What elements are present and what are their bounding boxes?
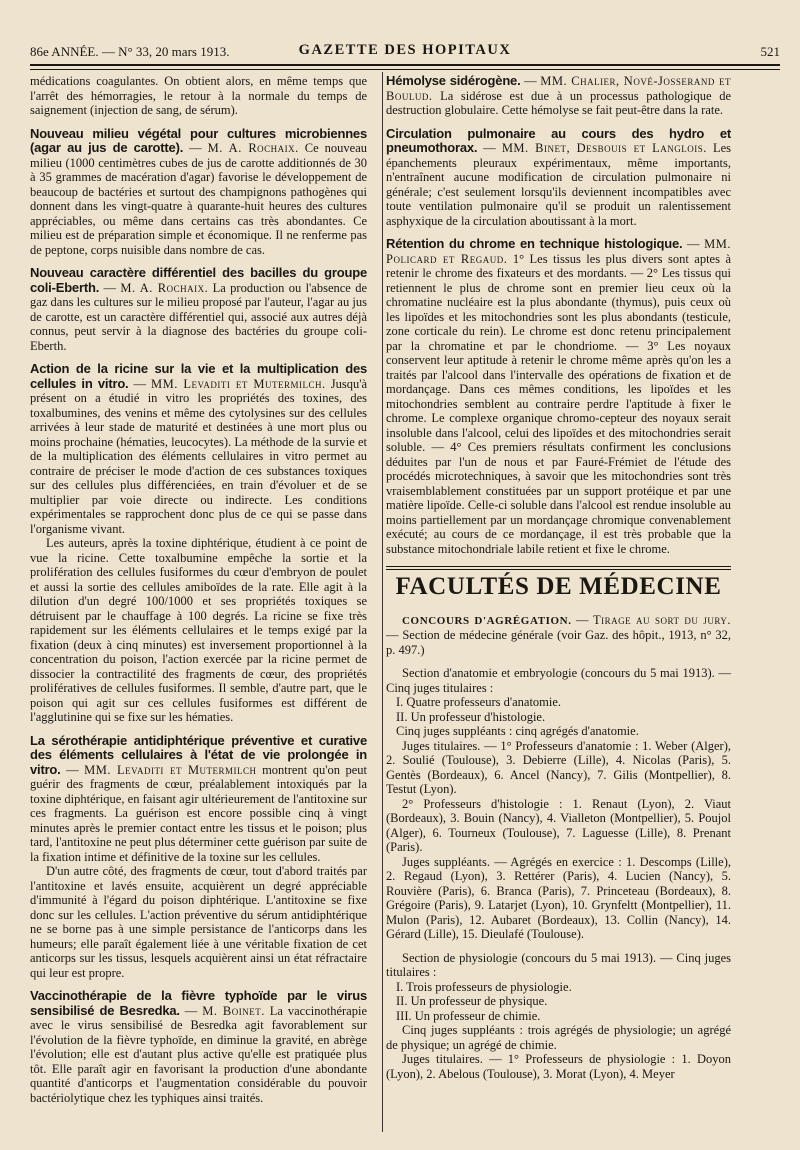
anatomie-item: Cinq juges suppléants : cinq agrégés d'anatomie. xyxy=(396,724,639,738)
article-text: Les épanchements pleuraux expérimentaux, même importants, n'entraînent aucune modification de circulation pulmonaire ni générale; c'est seulement lorsqu'ils deviennent incompatibles avec toute ventilation pulmonaire qu'il se produit un ralentissement asphyxique de la circulation aboutissant à la mort. xyxy=(386,141,732,228)
anatomie-juges-suppleants: Juges suppléants. — Agrégés en exercice : 1. Descomps (Lille), 2. Regaud (Lyon), 3. Rettérer (Paris), 4. Lucien (Nancy), 5. Rouvière (Paris), 6. Branca (Paris), 7. Princeteau (Bordeaux), 8. Grégoire (Paris), 9. Latarjet (Lyon), 10. Grynfeltt (Montpellier), 11. Mulon (Paris), 12. Aubaret (Bordeaux), 13. Collin (Nancy), 14. Gérard (Lille), 15. Dieulafé (Toulouse). xyxy=(386,854,731,941)
article-author: M. A. Rochaix. xyxy=(207,141,299,155)
article-author: M. A. Rochaix. xyxy=(120,280,209,295)
concours-label: CONCOURS D'AGRÉGATION. xyxy=(402,614,572,627)
physiologie-juges-titulaires: Juges titulaires. — 1° Professeurs de physiologie : 1. Doyon (Lyon), 2. Abelous (Toulouse), 3. Morat (Lyon), 4. Meyer xyxy=(386,1052,731,1081)
article-author: MM. Levaditi et Mutermilch. xyxy=(151,376,326,391)
article-text: La vaccinothérapie avec le virus sensibilisé de Besredka agit favorablement sur l'évolution de la fièvre typhoïde, en diminue la gravité, en abrège l'évolution; elle est d'autant plus active qu'elle est pratiquée plus tôt. Elle paraît agir en favorisant la production d'une abondante quantité d'anticorps et l'augmentation considérable du pouvoir bactériolytique chez les typhiques ainsi traités. xyxy=(30,1003,367,1105)
anatomie-juges-titulaires: Juges titulaires. — 1° Professeurs d'anatomie : 1. Weber (Alger), 2. Soulié (Toulouse), 3. Debierre (Lille), 4. Nicolas (Paris), 5. Gentès (Bordeaux), 6. Ancel (Nancy), 7. Gilis (Montpellier), 8. Testut (Lyon). xyxy=(386,738,731,796)
anatomie-histologie: 2° Professeurs d'histologie : 1. Renaut (Lyon), 2. Viaut (Bordeaux), 3. Bouin (Nancy), 4. Vialleton (Montpellier), 5. Poujol (Alger), 6. Tourneux (Toulouse), 7. Laguesse (Lille), 8. Prenant (Paris). xyxy=(386,796,731,854)
left-column xyxy=(30,74,367,1105)
article-serotherapie-continued: D'un autre côté, des fragments de cœur, tout d'abord traités par l'antitoxine et lavés ensuite, acquièrent un degré appréciable d'immunité à l'égard du poison diphtérique. L'antitoxine se fixe donc sur les cellules. L'action préventive du sérum antidiphtérique ne se borne pas à une simple persistance de l'anticorps dans les humeurs; elle paraît également liée à une véritable fixation de cet anticorps sur les tissus, lesquels acquièrent ainsi un état réfractaire qui leur est propre. xyxy=(30,864,367,980)
concours-subtitle: Tirage au sort du jury. xyxy=(592,612,732,627)
article-author: MM. Binet, Desbouis et Langlois. xyxy=(501,141,707,155)
article-circulation: Circulation pulmonaire au cours des hydro et pneumothorax. — MM. Binet, Desbouis et Langlois. Les épanchements pleuraux expérimentaux, même importants, n'entraînent aucune modification de circulation pulmonaire ni générale; c'est seulement lorsqu'ils deviennent incompatibles avec toute ventilation pulmonaire qu'il se produit un ralentissement asphyxique de la circulation aboutissant à la mort. xyxy=(386,125,732,228)
continued-paragraph: médications coagulantes. On obtient alors, en même temps que l'arrêt des hémorragies, le retour à la normale du temps de saignement (injection de sang, de sérum). xyxy=(30,74,367,117)
article-title: Hémolyse sidérogène. xyxy=(386,73,521,88)
article-text: La sidérose est due à un processus pathologique de destruction globulaire. Cette hémolyse se fait peut-être dans la rate. xyxy=(386,88,731,117)
article-author: MM. Levaditi et Mutermilch xyxy=(84,762,257,777)
article-coli-eberth: Nouveau caractère différentiel des bacilles du groupe coli-Eberth. — M. A. Rochaix. La production ou l'absence de gaz dans les cultures sur le milieu proposé par l'auteur, l'agar au jus de carotte, est un caractère différentiel qui, associé aux autres déjà connus, peut servir à la diagnose des bactéries du groupe coli-Eberth. xyxy=(30,265,368,353)
physiologie-intro: Section de physiologie (concours du 5 mai 1913). — Cinq juges titulaires : xyxy=(386,950,731,979)
article-vaccinotherapie: Vaccinothérapie de la fièvre typhoïde par le virus sensibilisé de Besredka. — M. Boinet. La vaccinothérapie avec le virus sensibilisé de Besredka agit favorablement sur l'évolution de la fièvre typhoïde, en diminue la gravité, en abrège l'évolution; elle est d'autant plus active qu'elle est pratiquée plus tôt. Elle paraît agir en favorisant la production d'une abondante quantité d'anticorps et l'augmentation considérable du pouvoir bactériolytique chez les typhiques ainsi traités. xyxy=(30,988,367,1105)
article-text: 1° Les tissus les plus divers sont aptes à retenir le chrome des fixateurs et des mordants. — 2° Les tissus qui retiennent le plus de chrome sont en premier lieu ceux où la chromatine nucléaire est la plus abondante (thymus), puis ceux où les lipoïdes et les mitochondries sont les plus abondants (testicule, zone corticale du rein). Le chrome est donc retenu principalement par la chromatine et par le chondriome. — 3° Les noyaux conservent leur aptitude à retenir le chrome même après qu'on les a traités par l'alcool dans l'intervalle des opérations de fixation et de mordançage. Dans ces mêmes conditions, les lipoïdes et les mitochondries semblent au contraire perdre l'aptitude à fixer le chrome. Le complexe organique chromo-cepteur des noyaux serait insoluble dans l'alcool, celui des lipoïdes et des mitochondries serait soluble. — 4° Ces premiers résultats confirment les conclusions déduites par l'un de nous et par Fauré-Frémiet de l'étude des procédés microtechniques, à savoir que les mitochondries sont très vraisemblablement constituées par un support protéique et par une matière lipoïde. Celle-ci soluble dans l'alcool est rendue insoluble au moins partiellement par un mordançage chromique convenablement exécuté; au cours de ce mordançage, il est très probable que la substance mitochondriale labile retient et fixe le chrome. xyxy=(386,251,731,556)
article-chrome: Rétention du chrome en technique histologique. — MM. Policard et Regaud. 1° Les tissus les plus divers sont aptes à retenir le chrome des fixateurs et des mordants. — 2° Les tissus qui retiennent le plus de chrome sont en premier lieu ceux où la chromatine nucléaire est la plus abondante (thymus), puis ceux où les lipoïdes et les mitochondries sont les plus abondants (testicule, zone corticale du rein). Le chrome est donc retenu principalement par la chromatine et par le chondriome. — 3° Les noyaux conservent leur aptitude à retenir le chrome même après qu'on les a traités par l'alcool dans l'intervalle des opérations de fixation et de mordançage. Dans ces mêmes conditions, les lipoïdes et les mitochondries semblent au contraire perdre l'aptitude à fixer le chrome. Le complexe organique chromo-cepteur des noyaux serait insoluble dans l'alcool, celui des lipoïdes et des mitochondries serait soluble. — 4° Ces premiers résultats confirment les conclusions déduites par l'un de nous et par Fauré-Frémiet de l'étude des procédés microtechniques, à savoir que les mitochondries sont très vraisemblablement constituées par un support protéique et par une matière lipoïde. Celle-ci soluble dans l'alcool est rendue insoluble au moins partiellement par un mordançage chromique convenablement exécuté; au cours de ce mordançage, il est très probable que la substance mitochondriale labile retient et fixe le chrome. xyxy=(386,236,732,556)
section-rule-top xyxy=(386,566,731,567)
article-title: Vaccinothérapie de la fièvre typhoïde par le virus sensibilisé de Besredka. xyxy=(30,988,367,1018)
right-column xyxy=(386,74,731,1081)
concours-text: Section de médecine générale (voir Gaz. des hôpit., 1913, n° 32, p. 497.) xyxy=(386,628,731,657)
article-author: MM. Chalier, Nové-Josserand et Boulud. xyxy=(386,74,731,103)
article-title: Rétention du chrome en technique histologique. xyxy=(386,236,683,251)
header-rule-thin xyxy=(30,69,780,70)
article-text: montrent qu'on peut guérir des fragments de cœur, préalablement intoxiqués par la toxine diphtérique, en faisant agir ultérieurement de l'antitoxine sur ces fragments. La guérison est encore possible cinq à vingt minutes après le premier contact entre les tissus et le poison; plus tard, l'antitoxine ne peut plus déterminer cette guérison par suite de la fixation intime et définitive de la toxine sur les cellules. xyxy=(30,762,367,864)
concours-paragraph: CONCOURS D'AGRÉGATION. — Tirage au sort du jury. — Section de médecine générale (voir Gaz. des hôpit., 1913, n° 32, p. 497.) xyxy=(386,612,732,657)
article-serotherapie: La sérothérapie antidiphtérique préventive et curative des éléments cellulaires à l'état de vie prolongée in vitro. — MM. Levaditi et Mutermilch montrent qu'on peut guérir des fragments de cœur, préalablement intoxiqués par la toxine diphtérique, en faisant agir ultérieurement de l'antitoxine sur ces fragments. La guérison est encore possible cinq à vingt minutes après le premier contact entre les tissus et le poison; plus tard, l'antitoxine ne peut plus déterminer cette guérison par suite de la fixation intime et définitive de la toxine sur les cellules. xyxy=(30,732,367,864)
physiologie-suppleants: Cinq juges suppléants : trois agrégés de physiologie; un agrégé de physique; un agrégé de chimie. xyxy=(386,1023,731,1052)
journal-title: GAZETTE DES HOPITAUX xyxy=(298,42,512,58)
page-header xyxy=(30,40,780,64)
anatomie-intro: Section d'anatomie et embryologie (concours du 5 mai 1913). — Cinq juges titulaires : xyxy=(386,666,731,695)
physiologie-item: II. Un professeur de physique. xyxy=(396,994,548,1008)
article-ricine: Action de la ricine sur la vie et la multiplication des cellules in vitro. — MM. Levaditi et Mutermilch. Jusqu'à présent on a étudié in vitro les propriétés des toxines, des toxalbumines, des venins et même des cytolysines sur des cellules arrivées à leur stade de maturité et destinées à une mort plus ou moins prochaine (hématies, leucocytes). La méthode de la survie et de la multiplication des éléments cellulaires in vitro permet au contraire de préciser le mode d'action de ces substances toxiques sur des cellules plus différenciées, en train d'évoluer et de se multiplier par voie directe ou indirecte. Les conditions expérimentales se rapprochent donc plus de ce qui se passe dans l'organisme vivant. xyxy=(30,361,367,536)
physiologie-item: I. Trois professeurs de physiologie. xyxy=(396,979,572,994)
issue-info: 86e ANNÉE. — N° 33, 20 mars 1913. xyxy=(30,44,230,59)
article-text: Jusqu'à présent on a étudié in vitro les propriétés des toxines, des toxalbumines, des venins et même des cytolysines sur des cellules arrivées à leur stade de maturité et destinées à une mort plus ou moins prochaine (hématies, leucocytes). La méthode de la survie et de la multiplication des éléments cellulaires in vitro permet au contraire de préciser le mode d'action de ces substances toxiques sur des cellules plus différenciées, en train d'évoluer et de se multiplier par voie directe ou indirecte. Les conditions expérimentales se rapprochent donc plus de ce qui se passe dans l'organisme vivant. xyxy=(30,376,367,536)
physiologie-item: III. Un professeur de chimie. xyxy=(396,1008,541,1023)
page-number: 521 xyxy=(760,44,780,59)
header-rule-thick xyxy=(30,64,780,66)
article-title: Nouveau caractère différentiel des bacilles du groupe coli-Eberth. xyxy=(30,265,367,295)
column-divider xyxy=(382,72,383,1132)
section-heading: FACULTÉS DE MÉDECINE xyxy=(395,573,722,600)
article-agar-carotte: Nouveau milieu végétal pour cultures microbiennes (agar au jus de carotte). — M. A. Rochaix. Ce nouveau milieu (1000 centimètres cubes de jus de carotte additionnés de 30 à 35 grammes de macération d'agar) favorise le développement de beaucoup de bactéries et surtout des champignons pathogènes qui donnent dans les vingt-quatre à quarante-huit heures des cultures appréciables, ou même dans certains cas très abondantes. Ce milieu est de préparation simple et économique. Il ne renferme pas de peptone, corps nuisible dans nombre de cas. xyxy=(30,125,368,257)
section-rule-bottom xyxy=(386,569,731,570)
anatomie-item: I. Quatre professeurs d'anatomie. xyxy=(396,695,562,709)
article-author: MM. Policard et Regaud. xyxy=(386,237,732,266)
article-title: Circulation pulmonaire au cours des hydro et pneumothorax. xyxy=(386,125,731,155)
article-hemolyse: Hémolyse sidérogène. — MM. Chalier, Nové-Josserand et Boulud. La sidérose est due à un processus pathologique de destruction globulaire. Cette hémolyse se fait peut-être dans la rate. xyxy=(386,73,731,117)
article-text: Ce nouveau milieu (1000 centimètres cubes de jus de carotte additionnés de 30 à 35 grammes de macération d'agar) favorise le développement de beaucoup de bactéries et surtout des champignons pathogènes qui donnent dans les vingt-quatre à quarante-huit heures des cultures appréciables, ou même dans certains cas très abondantes. Ce milieu est de préparation simple et économique. Il ne renferme pas de peptone, corps nuisible dans nombre de cas. xyxy=(30,141,368,257)
article-title: Nouveau milieu végétal pour cultures microbiennes (agar au jus de carotte). xyxy=(30,125,367,155)
article-ricine-continued: Les auteurs, après la toxine diphtérique, étudient à ce point de vue la ricine. Cette toxalbumine empêche la sortie et la prolifération des cellules fusiformes du cœur d'embryon de poulet et aussi la sortie des cellules amiboïdes de la rate. Elle agit à la dilution d'un degré 100/1000 et ses propriétés toxiques se détruisent par le chauffage à 100 degrés. La ricine se fixe très rapidement sur les éléments cellulaires et le temps exigé par la fixation (deux à cinq minutes) est inversement proportionnel à la concentration du poison, l'action exercée par la ricine permet de dissocier la contractilité des fragments de cœur, des propriétés prolifératives de cellules fusiformes. Il semble, d'autre part, que le poison qui agit sur ces cellules fusiformes est différent de l'agglutinine qui se fixe sur les hématies. xyxy=(30,536,367,724)
article-title: La sérothérapie antidiphtérique préventive et curative des éléments cellulaires à l'état de vie prolongée in vitro. xyxy=(30,732,367,777)
article-title: Action de la ricine sur la vie et la multiplication des cellules in vitro. xyxy=(30,361,367,391)
anatomie-item: II. Un professeur d'histologie. xyxy=(396,709,546,724)
article-author: M. Boinet. xyxy=(202,1003,265,1018)
article-text: La production ou l'absence de gaz dans les cultures sur le milieu proposé par l'auteur, l'agar au jus de carotte, est un caractère différentiel qui, associé aux autres déjà connus, peut servir à la diagnose des bactéries du groupe coli-Eberth. xyxy=(30,280,368,353)
